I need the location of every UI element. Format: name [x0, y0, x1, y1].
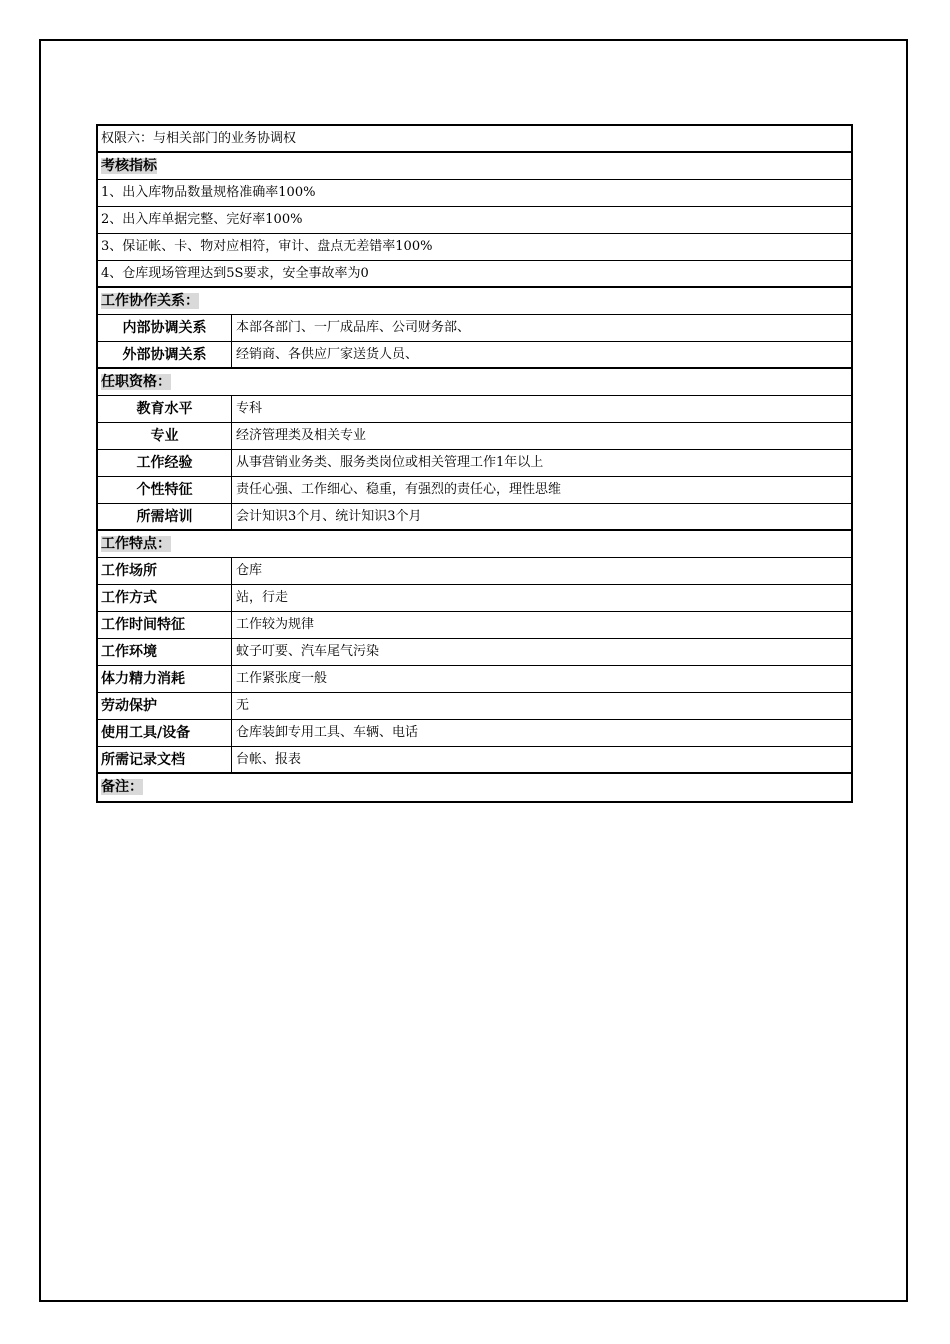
feature-row [98, 585, 851, 612]
authority-row [98, 126, 851, 153]
assessment-item: 1、出入库物品数量规格准确率100% [98, 180, 851, 207]
field-value: 责任心强、工作细心、稳重，有强烈的责任心，理性思维 [236, 482, 562, 497]
qualification-row [98, 477, 851, 504]
field-label: 工作环境 [98, 639, 232, 665]
cooperation-row-internal [98, 315, 851, 342]
field-value: 从事营销业务类、服务类岗位或相关管理工作1年以上 [236, 455, 544, 470]
feature-row [98, 720, 851, 747]
features-heading: 工作特点： [101, 536, 171, 552]
assessment-item: 4、仓库现场管理达到5S要求，安全事故率为0 [98, 261, 851, 288]
feature-row [98, 558, 851, 585]
field-value: 站，行走 [236, 590, 289, 605]
field-value: 专科 [236, 401, 263, 416]
field-label: 外部协调关系 [98, 342, 232, 367]
cooperation-heading-row [98, 288, 851, 315]
field-label: 工作经验 [98, 450, 232, 476]
feature-row [98, 639, 851, 666]
field-value: 本部各部门、一厂成品库、公司财务部、 [236, 320, 471, 335]
features-heading-row [98, 531, 851, 558]
field-label: 体力精力消耗 [98, 666, 232, 692]
qualification-row [98, 504, 851, 531]
field-value: 会计知识3个月、统计知识3个月 [236, 509, 422, 524]
field-label: 工作方式 [98, 585, 232, 611]
field-label: 个性特征 [98, 477, 232, 503]
qualification-row [98, 423, 851, 450]
field-value: 台帐、报表 [236, 752, 302, 767]
field-value: 工作较为规律 [236, 617, 315, 632]
remarks-row [98, 774, 851, 801]
field-value: 经济管理类及相关专业 [236, 428, 367, 443]
qualification-heading: 任职资格： [101, 374, 171, 390]
field-label: 所需记录文档 [98, 747, 232, 772]
field-label: 工作场所 [98, 558, 232, 584]
qualification-heading-row [98, 369, 851, 396]
authority-text: 权限六：与相关部门的业务协调权 [101, 131, 297, 146]
assessment-heading: 考核指标 [101, 158, 157, 174]
assessment-item: 3、保证帐、卡、物对应相符，审计、盘点无差错率100% [98, 234, 851, 261]
field-value: 仓库装卸专用工具、车辆、电话 [236, 725, 419, 740]
field-value: 无 [236, 698, 250, 713]
field-value: 工作紧张度一般 [236, 671, 328, 686]
field-label: 内部协调关系 [98, 315, 232, 341]
cooperation-heading: 工作协作关系： [101, 293, 199, 309]
field-label: 教育水平 [98, 396, 232, 422]
feature-row [98, 693, 851, 720]
feature-row [98, 666, 851, 693]
feature-row [98, 612, 851, 639]
qualification-row [98, 450, 851, 477]
assessment-heading-row [98, 153, 851, 180]
remarks-heading: 备注： [101, 779, 143, 795]
field-value: 仓库 [236, 563, 263, 578]
field-label: 使用工具/设备 [98, 720, 232, 746]
field-value: 蚊子叮要、汽车尾气污染 [236, 644, 380, 659]
field-label: 劳动保护 [98, 693, 232, 719]
field-label: 专业 [98, 423, 232, 449]
job-description-table [96, 124, 853, 803]
field-value: 经销商、各供应厂家送货人员、 [236, 347, 419, 362]
assessment-item: 2、出入库单据完整、完好率100% [98, 207, 851, 234]
cooperation-row-external [98, 342, 851, 369]
field-label: 工作时间特征 [98, 612, 232, 638]
field-label: 所需培训 [98, 504, 232, 529]
qualification-row [98, 396, 851, 423]
feature-row [98, 747, 851, 774]
